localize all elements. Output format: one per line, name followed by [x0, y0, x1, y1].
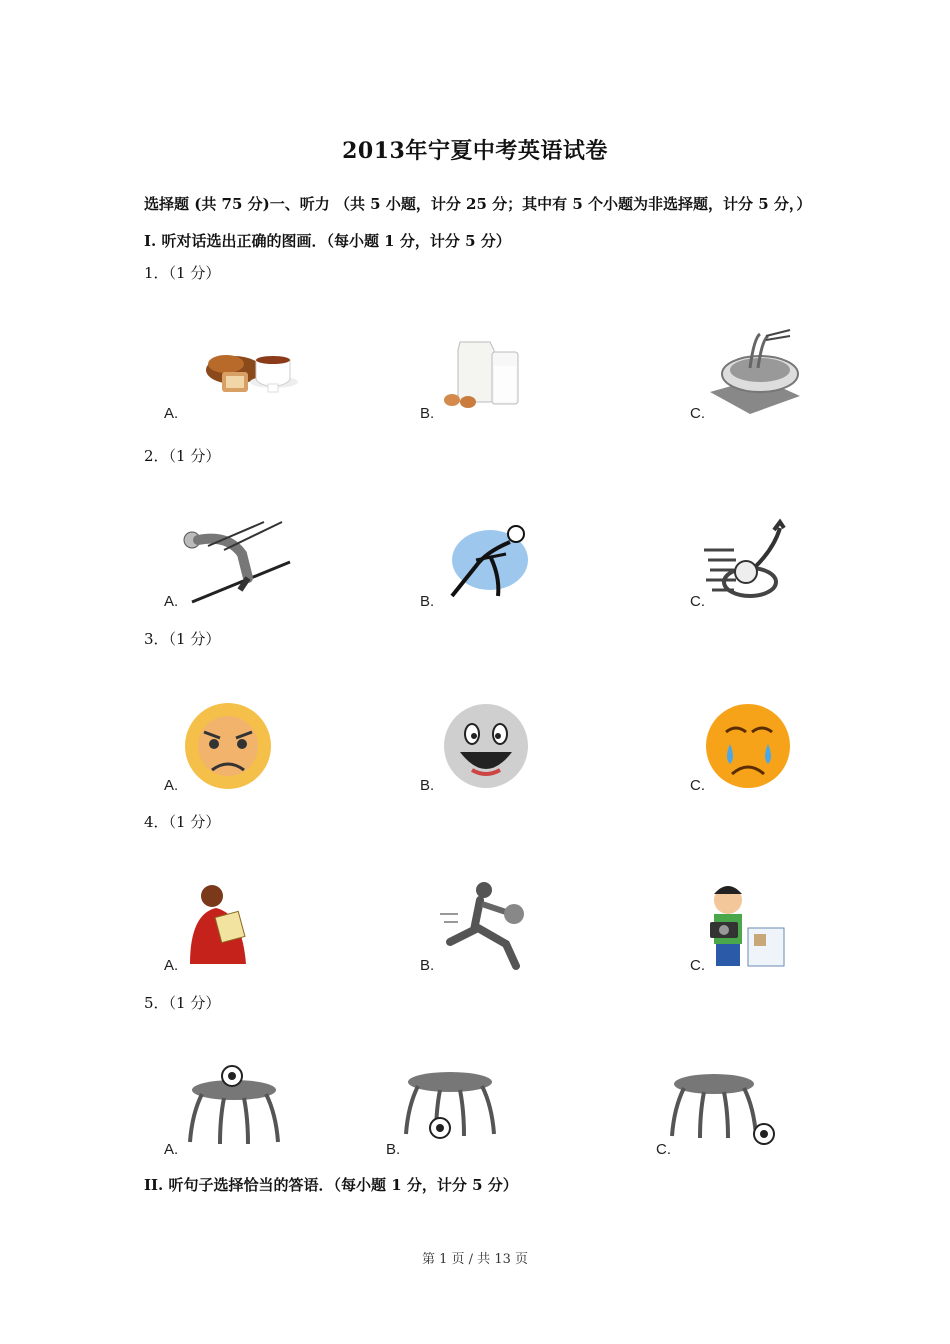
skier-icon	[164, 510, 314, 610]
option-letter: B.	[386, 1141, 401, 1158]
page-title: 2013年宁夏中考英语试卷	[342, 138, 608, 164]
ball-beside-table-icon	[656, 1058, 806, 1158]
milk-eggs-icon	[420, 322, 570, 422]
question-5-label: 5．（1 分）	[144, 994, 221, 1012]
option-letter: A.	[164, 957, 179, 974]
option-letter: A.	[164, 1141, 179, 1158]
question-4-option-a[interactable]	[164, 874, 314, 974]
option-letter: B.	[420, 777, 435, 794]
question-4-option-b[interactable]	[420, 874, 570, 974]
question-4-option-c[interactable]	[690, 874, 840, 974]
option-letter: C.	[690, 957, 705, 974]
swimmer-icon	[690, 510, 840, 610]
option-letter: C.	[690, 405, 705, 422]
question-2-option-a[interactable]	[164, 510, 314, 610]
option-letter: C.	[690, 777, 705, 794]
question-5-option-b[interactable]	[386, 1058, 536, 1158]
angry-face-icon	[164, 694, 314, 794]
happy-face-icon	[420, 694, 570, 794]
question-4-label: 4．（1 分）	[144, 813, 221, 831]
option-letter: A.	[164, 405, 179, 422]
skater-icon	[420, 510, 570, 610]
option-letter: C.	[656, 1141, 671, 1158]
question-1-option-a[interactable]	[164, 322, 314, 422]
ball-on-table-icon	[164, 1058, 314, 1158]
question-2-label: 2．（1 分）	[144, 447, 221, 465]
reading-man-icon	[164, 874, 314, 974]
ball-under-table-icon	[386, 1058, 536, 1158]
question-3-label: 3．（1 分）	[144, 630, 221, 648]
option-letter: B.	[420, 405, 435, 422]
question-1-option-b[interactable]	[420, 322, 570, 422]
question-1-option-c[interactable]	[690, 322, 840, 422]
noodles-bowl-icon	[690, 322, 840, 422]
question-5-option-c[interactable]	[656, 1058, 806, 1158]
basketball-player-icon	[420, 874, 570, 974]
page-footer: 第 1 页 / 共 13 页	[422, 1252, 528, 1267]
option-letter: A.	[164, 777, 179, 794]
section-instructions: 选择题 (共 75 分)一、听力 （共 5 小题，计分 25 分；其中有 5 个小题为非选择题，计分 5 分，）I. 听对话选出正确的图画．（每小题 1 分，计分 5 分）	[144, 195, 804, 250]
question-3-option-c[interactable]	[690, 694, 840, 794]
option-letter: C.	[690, 593, 705, 610]
section-2-heading: II. 听句子选择恰当的答语．（每小题 1 分，计分 5 分）	[144, 1176, 518, 1194]
bread-tea-icon	[164, 322, 314, 422]
photographer-boy-icon	[690, 874, 840, 974]
question-2-option-b[interactable]	[420, 510, 570, 610]
crying-face-icon	[690, 694, 840, 794]
question-5-option-a[interactable]	[164, 1058, 314, 1158]
question-3-option-a[interactable]	[164, 694, 314, 794]
question-3-option-b[interactable]	[420, 694, 570, 794]
option-letter: B.	[420, 593, 435, 610]
option-letter: A.	[164, 593, 179, 610]
question-2-option-c[interactable]	[690, 510, 840, 610]
question-1-label: 1．（1 分）	[144, 264, 221, 282]
option-letter: B.	[420, 957, 435, 974]
